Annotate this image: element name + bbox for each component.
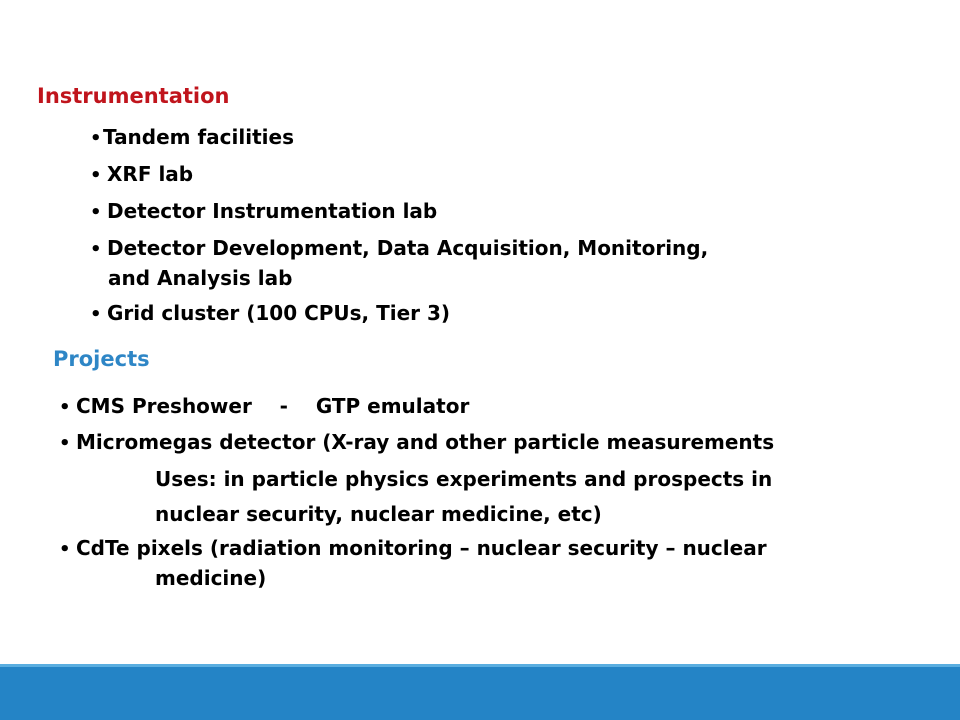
instrumentation-list xyxy=(90,123,850,336)
list-item xyxy=(59,428,939,528)
projects-heading: Projects xyxy=(53,347,150,371)
list-item xyxy=(90,197,850,227)
bullet-icon: • xyxy=(59,433,71,454)
list-item-text: Grid cluster (100 CPUs, Tier 3) xyxy=(107,301,451,325)
list-item-text: Detector Development, Data Acquisition, Monitoring, xyxy=(107,236,709,260)
list-item xyxy=(59,534,939,592)
list-item-continuation: medicine) xyxy=(155,566,267,590)
bullet-icon: • xyxy=(59,397,71,418)
bullet-icon: • xyxy=(90,202,102,223)
list-item-text: Detector Instrumentation lab xyxy=(107,199,438,223)
bullet-icon: • xyxy=(90,165,102,186)
list-item xyxy=(90,299,850,329)
bullet-icon: • xyxy=(59,539,71,560)
list-item-text: CMS Preshower - GTP emulator xyxy=(76,394,470,418)
bullet-icon: • xyxy=(90,239,102,260)
projects-list xyxy=(59,392,939,598)
list-item-continuation: and Analysis lab xyxy=(108,266,293,290)
footer-bar xyxy=(0,664,960,720)
list-item xyxy=(90,234,850,292)
list-item-text: Tandem facilities xyxy=(103,125,294,149)
list-item xyxy=(59,392,939,422)
footer-divider xyxy=(0,664,960,667)
list-item xyxy=(90,160,850,190)
list-item-text: Micromegas detector (X-ray and other particle measurements xyxy=(76,430,775,454)
list-item xyxy=(90,123,850,153)
list-item-text: XRF lab xyxy=(107,162,194,186)
list-item-continuation: nuclear security, nuclear medicine, etc) xyxy=(155,502,602,526)
bullet-icon: • xyxy=(90,128,102,149)
list-item-continuation: Uses: in particle physics experiments and prospects in xyxy=(155,467,773,491)
instrumentation-heading: Instrumentation xyxy=(37,84,230,108)
bullet-icon: • xyxy=(90,304,102,325)
list-item-text: CdTe pixels (radiation monitoring – nuclear security – nuclear xyxy=(76,536,767,560)
